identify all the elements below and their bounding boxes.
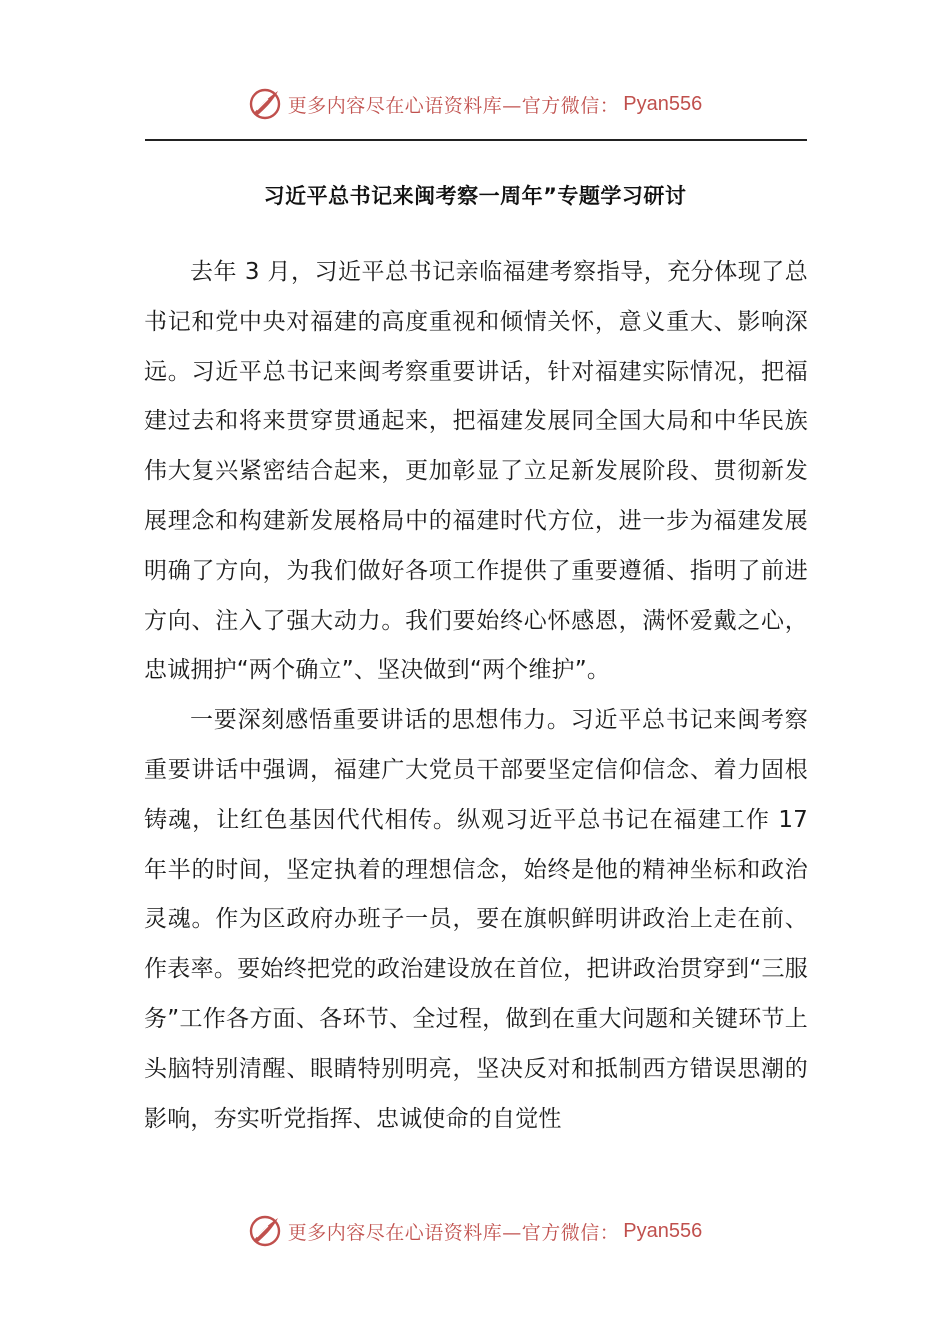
header-divider xyxy=(145,139,807,141)
watermark-wechat-id: Pyan556 xyxy=(623,1219,703,1242)
document-title: 习近平总书记来闽考察一周年”专题学习研讨 xyxy=(263,184,687,208)
pen-logo-icon xyxy=(248,86,284,122)
watermark-text: 更多内容尽在心语资料库—官方微信： xyxy=(287,1221,620,1244)
paragraph-2: 一要深刻感悟重要讲话的思想伟力。习近平总书记来闽考察重要讲话中强调，福建广大党员干部要坚定信仰信念、着力固根铸魂，让红色基因代代相传。纵观习近平总书记在福建工作 17 年半的时间，坚定执着的理想信念，始终是他的精神坐标和政治灵魂。作为区政府办班子一员，要在旗帜鲜明讲政治上走在前、作表率。要始终把党的政治建设放在首位，把讲政治贯穿到“三服务”工作各方面、各环节、全过程，做到在重大问题和关键环节上头脑特别清醒、眼睛特别明亮，坚决反对和抵制西方错误思潮的影响，夯实听党指挥、忠诚使命的自觉性 xyxy=(144,707,808,1132)
header-watermark xyxy=(0,84,950,124)
watermark-text: 更多内容尽在心语资料库—官方微信： xyxy=(287,94,620,117)
watermark-wechat-id: Pyan556 xyxy=(623,92,703,115)
document-body xyxy=(144,248,808,1144)
footer-watermark xyxy=(0,1211,950,1251)
pen-logo-icon xyxy=(248,1213,284,1249)
paragraph-1: 去年 3 月，习近平总书记亲临福建考察指导，充分体现了总书记和党中央对福建的高度重视和倾情关怀，意义重大、影响深远。习近平总书记来闽考察重要讲话，针对福建实际情况，把福建过去和将来贯穿贯通起来，把福建发展同全国大局和中华民族伟大复兴紧密结合起来，更加彰显了立足新发展阶段、贯彻新发展理念和构建新发展格局中的福建时代方位，进一步为福建发展明确了方向，为我们做好各项工作提供了重要遵循、指明了前进方向、注入了强大动力。我们要始终心怀感恩，满怀爱戴之心，忠诚拥护“两个确立”、坚决做到“两个维护”。 xyxy=(144,259,808,684)
